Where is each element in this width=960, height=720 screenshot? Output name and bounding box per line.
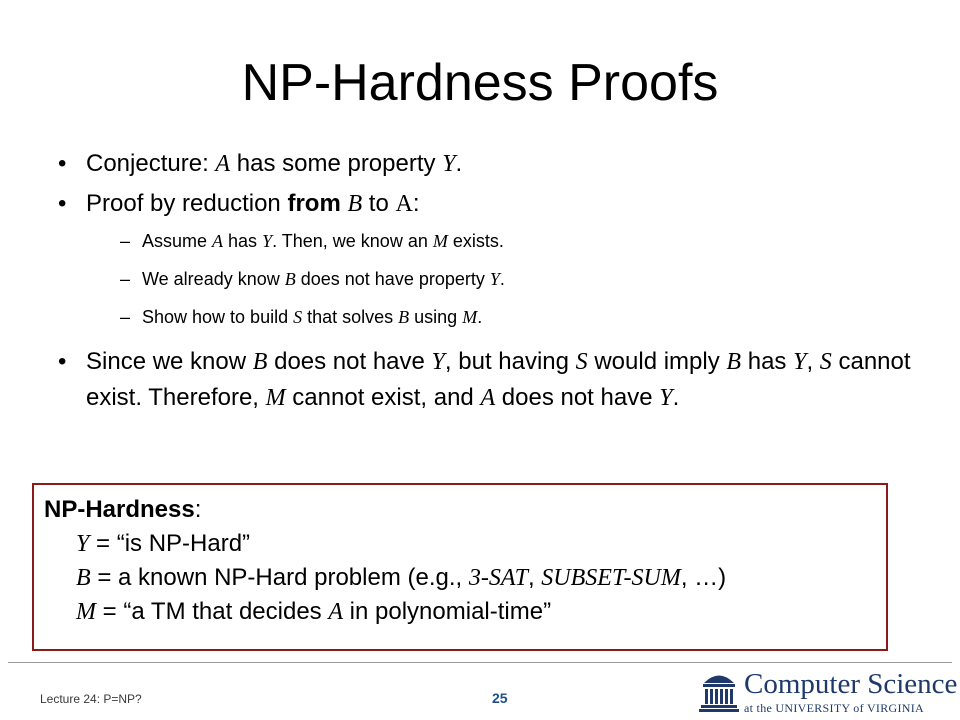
text: does not have (495, 384, 660, 411)
rotunda-icon (698, 668, 740, 712)
text: Proof by reduction (86, 190, 288, 217)
text: using (409, 307, 463, 327)
text: cannot exist, and (285, 384, 481, 411)
cs-uva-logo (698, 668, 958, 716)
math-var: B (76, 565, 91, 591)
text: : (412, 190, 420, 217)
dash-marker: – (120, 307, 131, 327)
text: , but having (444, 348, 576, 375)
math-var: A (212, 231, 224, 251)
dash-marker: – (120, 269, 131, 289)
math-var: Y (442, 151, 456, 177)
text: . (672, 384, 680, 411)
math-var: Y (793, 349, 807, 375)
text: Show how to build (142, 307, 294, 327)
bullet-proof (58, 186, 918, 222)
text: = “a TM that decides (96, 598, 329, 625)
bullet-conjecture (58, 146, 918, 182)
text: does not have (267, 348, 432, 375)
text: exists. (447, 231, 504, 251)
text: We already know (142, 269, 285, 289)
text: , (527, 564, 542, 591)
problem-name: 3-SAT (468, 565, 528, 591)
text: Assume (142, 231, 213, 251)
math-var: B (347, 191, 363, 217)
bullet-dot: • (58, 150, 67, 177)
slide-title: NP-Hardness Proofs (241, 54, 719, 112)
slide-body (58, 146, 918, 420)
bold-word: from (287, 190, 341, 217)
lecture-label: Lecture 24: P=NP? (40, 692, 142, 706)
text: Since we know (86, 348, 253, 375)
problem-name: SUBSET-SUM (541, 565, 681, 591)
text: cannot exist. Therefore, (86, 348, 911, 411)
text: in polynomial-time” (343, 598, 552, 625)
math-var: M (462, 307, 478, 327)
text: would imply (587, 348, 727, 375)
text: that solves (302, 307, 399, 327)
text: . (455, 150, 463, 177)
text: , (806, 348, 820, 375)
sub-bullet-assume (120, 230, 918, 252)
text: does not have property (295, 269, 490, 289)
bullet-since (58, 344, 918, 416)
math-var: S (575, 349, 588, 375)
definition-m (44, 595, 726, 629)
text: = “is NP-Hard” (89, 530, 251, 557)
text: has (741, 348, 794, 375)
text: . (499, 269, 505, 289)
np-hardness-definition-box (32, 483, 888, 651)
text: . (477, 307, 483, 327)
bullet-dot: • (58, 348, 67, 375)
math-var: B (726, 349, 742, 375)
text: has (223, 231, 263, 251)
math-var: Y (489, 269, 500, 289)
definition-b (44, 561, 726, 595)
math-var: B (284, 269, 296, 289)
math-var: M (432, 231, 448, 251)
math-var: M (265, 385, 286, 411)
math-var: S (293, 307, 303, 327)
bullet-dot: • (58, 190, 67, 217)
math-var: M (76, 599, 96, 625)
math-var: Y (76, 531, 90, 557)
definition-content (44, 493, 726, 629)
math-var: A (328, 599, 344, 625)
math-var: Y (659, 385, 673, 411)
definition-y (44, 527, 726, 561)
dash-marker: – (120, 231, 131, 251)
math-var: A (480, 385, 496, 411)
page-number: 25 (492, 690, 508, 706)
logo-title: Computer Science (744, 668, 958, 700)
text: , …) (680, 564, 727, 591)
sub-bullet-show-how (120, 306, 918, 328)
heading-text: NP-Hardness (44, 496, 195, 523)
footer-divider (8, 662, 952, 663)
math-var: S (819, 349, 832, 375)
text: = a known NP-Hard problem (e.g., (90, 564, 469, 591)
math-var: B (398, 307, 410, 327)
text: to (362, 190, 396, 217)
math-var: B (252, 349, 268, 375)
sub-bullet-already-know (120, 268, 918, 290)
heading-colon: : (194, 496, 202, 523)
text: Conjecture: (86, 150, 216, 177)
math-var: Y (431, 349, 445, 375)
math-var: A (215, 151, 231, 177)
logo-subtitle: at the UNIVERSITY of VIRGINIA (744, 701, 925, 715)
math-var: A (395, 191, 413, 217)
math-var: Y (262, 231, 273, 251)
definition-heading (44, 493, 726, 527)
text: has some property (230, 150, 443, 177)
text: . Then, we know an (272, 231, 433, 251)
